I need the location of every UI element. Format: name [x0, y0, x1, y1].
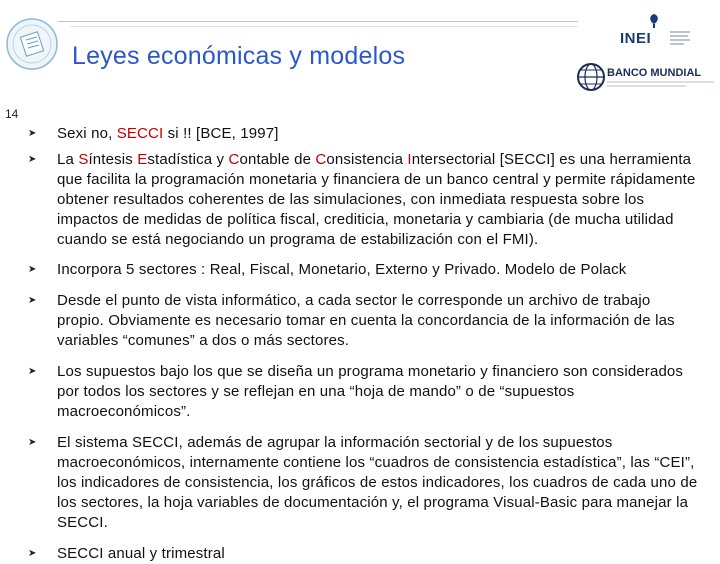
bullet-item: [28, 433, 700, 533]
bullet-text: Incorpora 5 sectores : Real, Fiscal, Monetario, Externo y Privado. Modelo de Polack: [57, 261, 627, 278]
bullet-text: Los supuestos bajo los que se diseña un programa monetario y financiero son considerados por todos los sectores y se reflejan en una “hoja de mando” o de “supuestos macroeconómicos”.: [57, 363, 684, 420]
slide-title: Leyes económicas y modelos: [72, 42, 406, 70]
bullet-text: La Síntesis Estadística y Contable de Consistencia Intersectorial [SECCI] es una herramienta que facilita la programación monetaria y financiera de un banco central y permite rápidamente obtener resultados coherentes de las simulaciones, con inmediata respuesta sobre los impactos de medidas de política fiscal, crediticia, monetaria y cambiaria (de mucha utilidad cuando se está negociando un programa de estabilización con el FMI).: [57, 151, 696, 248]
bullet-item: [28, 260, 700, 280]
bullet-arrow-icon: ➤: [28, 154, 37, 165]
bullet-arrow-icon: ➤: [28, 295, 37, 306]
page-number: 14: [5, 107, 19, 121]
bullet-arrow-icon: ➤: [28, 366, 37, 377]
bullet-arrow-icon: ➤: [28, 437, 37, 448]
inei-logo-text: INEI: [620, 30, 652, 47]
bullet-item: [28, 291, 700, 351]
bullet-text: Sexi no, SECCI si !! [BCE, 1997]: [57, 125, 279, 142]
bullet-arrow-icon: ➤: [28, 548, 37, 559]
bullet-text: El sistema SECCI, además de agrupar la información sectorial y de los supuestos macroeconómicos, internamente contiene los “cuadros de consistencia estadística”, las “CEI”, los indicadores de consistencia, los gráficos de estos indicadores, los cuadros de cada uno de los sectores, la hoja variables de documentación y, el programa Visual-Basic para manejar la SECCI.: [57, 434, 698, 531]
bullet-item: [28, 124, 700, 144]
header-rule-secondary: [70, 26, 578, 27]
bullet-arrow-icon: ➤: [28, 264, 37, 275]
bullet-item: [28, 544, 700, 564]
highlight-secci: SECCI: [116, 125, 164, 142]
world-bank-logo-text: BANCO MUNDIAL: [607, 67, 702, 79]
bullet-list: [28, 124, 700, 564]
bullet-text: SECCI anual y trimestral: [57, 545, 225, 562]
bullet-item: [28, 362, 700, 422]
bullet-item: [28, 150, 700, 250]
bullet-text: Desde el punto de vista informático, a cada sector le corresponde un archivo de trabajo propio. Obviamente es necesario tomar en cuenta la concordancia de la información de las variables “comunes” a dos o más sectores.: [57, 292, 675, 349]
statistics-seal-icon: [4, 16, 60, 72]
header-rule: [58, 21, 578, 22]
bullet-arrow-icon: ➤: [28, 128, 37, 139]
